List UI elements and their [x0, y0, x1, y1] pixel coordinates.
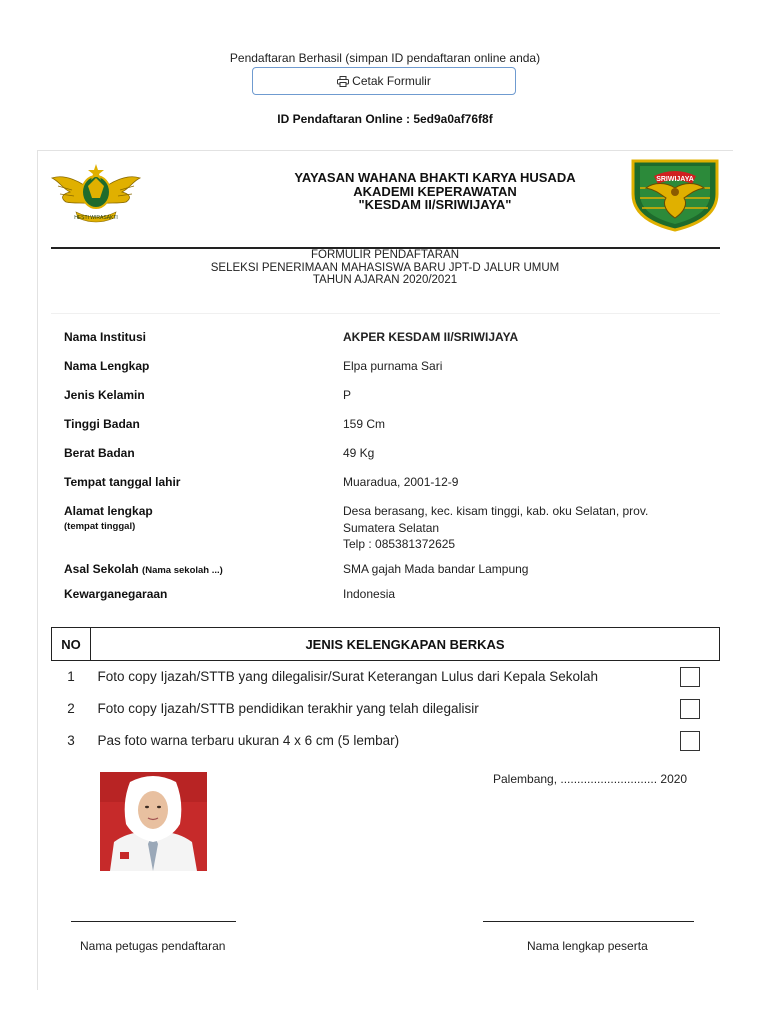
printer-icon: [337, 76, 349, 87]
row-text: Foto copy Ijazah/STTB pendidikan terakhir yang telah dilegalisir: [97, 701, 479, 716]
ttl-value: Muaradua, 2001-12-9: [343, 475, 459, 489]
alamat-line-1: Desa berasang, kec. kisam tinggi, kab. oku Selatan, prov.: [343, 504, 649, 518]
alamat-label: [64, 504, 153, 532]
place-date: Palembang, ............................. 2020: [493, 772, 688, 786]
print-form-button[interactable]: [252, 67, 516, 95]
row-number: 1: [67, 669, 75, 685]
sekolah-label-text: Asal Sekolah: [64, 562, 139, 576]
army-emblem-logo: [50, 160, 142, 228]
col-no-header: NO: [52, 628, 91, 661]
nama-value: Elpa purnama Sari: [343, 359, 443, 373]
sekolah-value: SMA gajah Mada bandar Lampung: [343, 562, 529, 576]
participant-name-label: Nama lengkap peserta: [527, 939, 648, 953]
institution-line-1: YAYASAN WAHANA BHAKTI KARYA HUSADA: [294, 170, 576, 185]
row-number: 3: [67, 733, 75, 748]
registration-id: ID Pendaftaran Online : 5ed9a0af76f8f: [277, 112, 493, 126]
form-title-line-3: TAHUN AJARAN 2020/2021: [312, 274, 458, 286]
table-row: [52, 693, 720, 725]
sekolah-sublabel: (Nama sekolah ...): [142, 565, 223, 576]
berat-value: 49 Kg: [343, 446, 375, 460]
institution-name: [180, 171, 690, 212]
ttl-label: Tempat tanggal lahir: [64, 475, 181, 489]
form-title: [150, 249, 620, 287]
right-logo-text: SRIWIJAYA: [656, 176, 694, 183]
success-message: Pendaftaran Berhasil (simpan ID pendaftaran online anda): [229, 51, 541, 65]
table-row: [52, 725, 720, 757]
participant-signature-line: [483, 921, 694, 922]
form-title-line-1: FORMULIR PENDAFTARAN: [310, 249, 460, 261]
berat-label: Berat Badan: [64, 446, 135, 460]
left-logo-text: HESTI WIRASAKTI: [74, 215, 118, 221]
row-text: Pas foto warna terbaru ukuran 4 x 6 cm (5 lembar): [97, 733, 400, 748]
checkbox[interactable]: [680, 731, 700, 751]
kelamin-value: P: [343, 388, 352, 402]
tinggi-label: Tinggi Badan: [64, 417, 140, 431]
institusi-value: AKPER KESDAM II/SRIWIJAYA: [343, 330, 519, 344]
tinggi-value: 159 Cm: [343, 417, 386, 431]
officer-name-label: Nama petugas pendaftaran: [80, 939, 226, 953]
table-row: [52, 661, 720, 693]
institution-line-2: AKADEMI KEPERAWATAN: [353, 183, 517, 199]
alamat-sublabel: (tempat tinggal): [64, 521, 136, 532]
warga-value: Indonesia: [343, 587, 396, 601]
checkbox[interactable]: [680, 699, 700, 719]
alamat-label-text: Alamat lengkap: [64, 504, 153, 518]
institusi-label: Nama Institusi: [64, 330, 147, 344]
applicant-photo: [100, 772, 207, 871]
checkbox[interactable]: [680, 667, 700, 687]
form-title-line-2: SELEKSI PENERIMAAN MAHASISWA BARU JPT-D JALUR UMUM: [210, 261, 560, 274]
institution-line-3: "KESDAM II/SRIWIJAYA": [358, 197, 512, 212]
section-divider: [51, 313, 720, 314]
kelamin-label: Jenis Kelamin: [64, 388, 145, 402]
warga-label: Kewarganegaraan: [64, 587, 168, 601]
document-checklist-table: [51, 627, 720, 757]
alamat-line-2: Sumatera Selatan: [343, 520, 440, 535]
col-jenis-header: JENIS KELENGKAPAN BERKAS: [91, 628, 720, 661]
table-header-row: [52, 628, 720, 661]
row-number: 2: [67, 701, 75, 716]
print-button-label: Cetak Formulir: [352, 74, 431, 88]
sekolah-label: [64, 562, 223, 576]
alamat-line-3: Telp : 085381372625: [343, 537, 456, 551]
nama-label: Nama Lengkap: [64, 359, 150, 373]
officer-signature-line: [71, 921, 236, 922]
row-text: Foto copy Ijazah/STTB yang dilegalisir/Surat Keterangan Lulus dari Kepala Sekolah: [97, 669, 599, 685]
alamat-value: [343, 503, 648, 553]
